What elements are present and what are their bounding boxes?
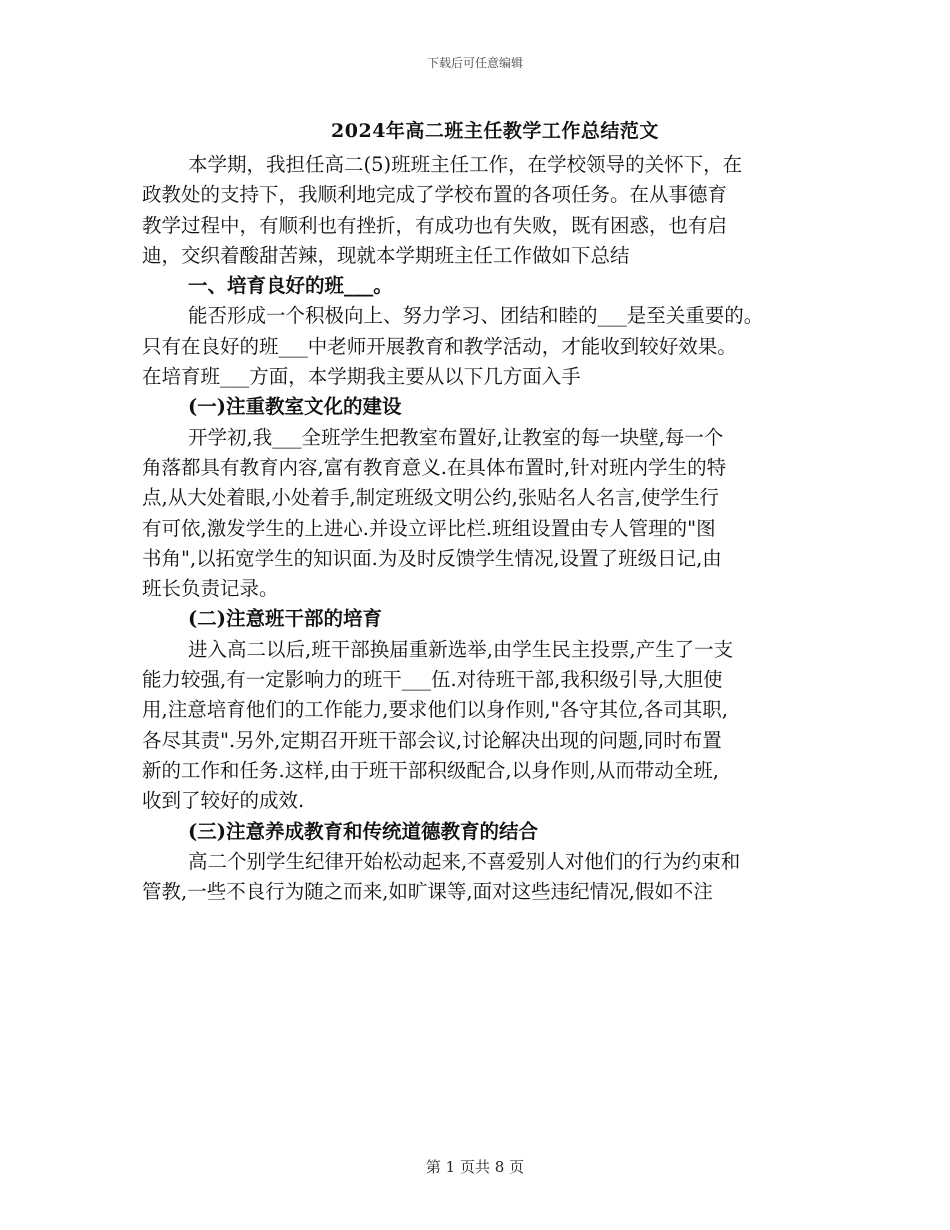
paragraph-line: 管教,一些不良行为随之而来,如旷课等,面对这些违纪情况,假如不注	[142, 880, 713, 904]
page-number: 第 1 页共 8 页	[425, 1158, 525, 1176]
paragraph-line: 本学期，我担任高二(5)班班主任工作，在学校领导的关怀下，在	[188, 153, 743, 176]
paragraph-line: 政教处的支持下，我顺利地完成了学校布置的各项任务。在从事德育	[142, 183, 728, 207]
header-note: 下载后可任意编辑	[426, 56, 523, 70]
paragraph	[142, 847, 822, 908]
paragraph	[142, 301, 822, 392]
paragraph-line: 能否形成一个积极向上、努力学习、团结和睦的___是至关重要的。	[188, 304, 764, 328]
paragraph-line: 新的工作和任务.这样,由于班干部积级配合,以身作则,从而带动全班,	[142, 758, 719, 782]
document-title: 2024年高二班主任教学工作总结范文	[331, 120, 659, 142]
paragraph	[142, 423, 822, 605]
paragraph-line: 有可依,激发学生的上进心.并设立评比栏.班组设置由专人管理的"图	[142, 516, 716, 540]
paragraph-line: 书角",以拓宽学生的知识面.为及时反馈学生情况,设置了班级日记,由	[142, 546, 722, 570]
subsection-heading: (三)注意养成教育和传统道德教育的结合	[188, 819, 538, 843]
paragraph-line: 用,注意培育他们的工作能力,要求他们以身作则,"各守其位,各司其职,	[142, 698, 728, 722]
paragraph-line: 迪，交织着酸甜苦辣，现就本学期班主任工作做如下总结	[142, 243, 630, 267]
paragraph-line: 进入高二以后,班干部换届重新选举,由学生民主投票,产生了一支	[188, 637, 734, 661]
section-heading: 一、培育良好的班___。	[188, 274, 393, 298]
paragraph-line: 只有在良好的班___中老师开展教育和教学活动，才能收到较好效果。	[142, 334, 737, 358]
subsection-heading: (一)注重教室文化的建设	[188, 395, 402, 419]
paragraph	[142, 150, 822, 271]
subsection-heading: (二)注意班干部的培育	[188, 607, 382, 631]
paragraph-line: 在培育班___方面，本学期我主要从以下几方面入手	[142, 365, 581, 389]
paragraph-line: 班长负责记录。	[142, 577, 279, 601]
paragraph-line: 教学过程中，有顺利也有挫折，有成功也有失败，既有困惑，也有启	[142, 213, 728, 237]
paragraph-line: 开学初,我___全班学生把教室布置好,让教室的每一块壁,每一个	[188, 425, 724, 449]
paragraph-line: 高二个别学生纪律开始松动起来,不喜爱别人对他们的行为约束和	[188, 849, 741, 873]
paragraph-line: 收到了较好的成效.	[142, 789, 305, 813]
paragraph-line: 能力较强,有一定影响力的班干___伍.对待班干部,我积级引导,大胆使	[142, 668, 723, 692]
paragraph	[142, 635, 822, 817]
paragraph-line: 角落都具有教育内容,富有教育意义.在具体布置时,针对班内学生的特	[142, 455, 727, 479]
paragraph-line: 点,从大处着眼,小处着手,制定班级文明公约,张贴名人名言,使学生行	[142, 486, 719, 510]
paragraph-line: 各尽其责".另外,定期召开班干部会议,讨论解决出现的问题,同时布置	[142, 728, 722, 752]
document-body	[142, 150, 822, 907]
